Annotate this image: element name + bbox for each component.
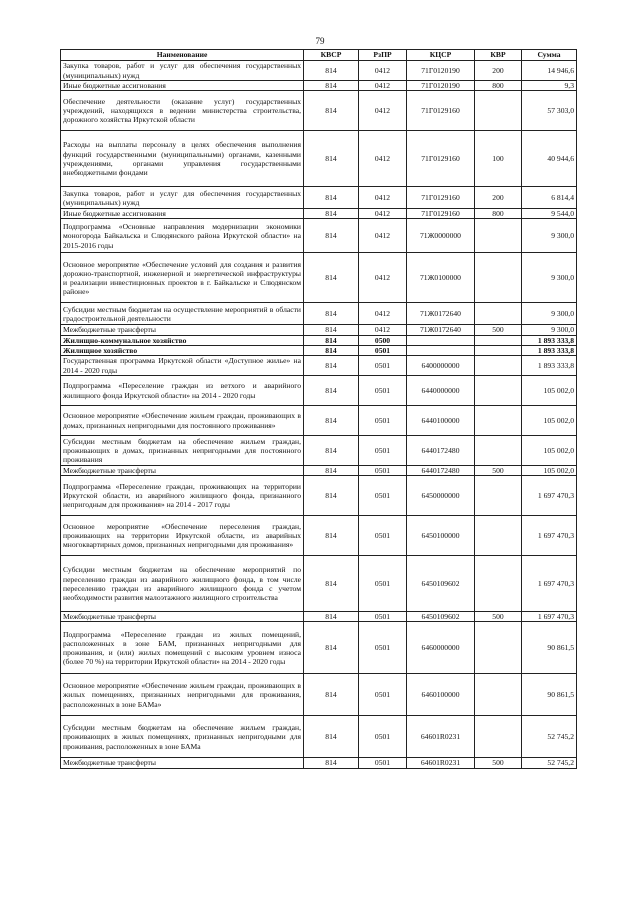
cell-sum: 90 861,5 bbox=[522, 622, 577, 674]
cell-sum: 6 814,4 bbox=[522, 187, 577, 209]
cell-rzpr: 0501 bbox=[359, 406, 407, 436]
cell-kvr bbox=[475, 335, 522, 345]
cell-kvsr: 814 bbox=[304, 376, 359, 406]
cell-sum: 105 002,0 bbox=[522, 376, 577, 406]
table-row bbox=[61, 466, 577, 476]
cell-kvsr: 814 bbox=[304, 81, 359, 91]
cell-kvr: 800 bbox=[475, 209, 522, 219]
cell-rzpr: 0501 bbox=[359, 345, 407, 355]
cell-kvr: 200 bbox=[475, 187, 522, 209]
cell-rzpr: 0501 bbox=[359, 466, 407, 476]
cell-kcsr: 64601R0231 bbox=[407, 758, 475, 768]
cell-sum: 105 002,0 bbox=[522, 436, 577, 466]
cell-name: Субсидии местным бюджетам на осуществление мероприятий в области градостроительной деятельности bbox=[61, 303, 304, 325]
cell-kcsr: 71Ж0172640 bbox=[407, 325, 475, 335]
cell-kvsr: 814 bbox=[304, 476, 359, 516]
table-row bbox=[61, 325, 577, 335]
cell-rzpr: 0412 bbox=[359, 325, 407, 335]
cell-kcsr bbox=[407, 335, 475, 345]
cell-sum: 40 944,6 bbox=[522, 131, 577, 187]
cell-kcsr: 71Г0129160 bbox=[407, 209, 475, 219]
cell-kcsr: 71Г0129160 bbox=[407, 187, 475, 209]
table-row bbox=[61, 516, 577, 556]
cell-sum: 9,3 bbox=[522, 81, 577, 91]
cell-kvsr: 814 bbox=[304, 187, 359, 209]
cell-kvr: 200 bbox=[475, 61, 522, 81]
cell-name: Подпрограмма «Переселение граждан из жилых помещений, расположенных в зоне БАМ, признанных непригодными для проживания, и (или) жилых помещений с высоким уровнем износа (более 70 %) на территории Иркутской области» на 2014 - 2020 годы bbox=[61, 622, 304, 674]
cell-kvsr: 814 bbox=[304, 253, 359, 303]
cell-rzpr: 0501 bbox=[359, 476, 407, 516]
table-row bbox=[61, 556, 577, 612]
cell-rzpr: 0412 bbox=[359, 209, 407, 219]
header-kvsr: КВСР bbox=[304, 50, 359, 61]
cell-kcsr: 6450109602 bbox=[407, 612, 475, 622]
cell-kvsr: 814 bbox=[304, 466, 359, 476]
cell-name: Межбюджетные трансферты bbox=[61, 466, 304, 476]
cell-kvsr: 814 bbox=[304, 131, 359, 187]
cell-sum: 105 002,0 bbox=[522, 406, 577, 436]
cell-kvsr: 814 bbox=[304, 209, 359, 219]
cell-kcsr bbox=[407, 345, 475, 355]
cell-name: Расходы на выплаты персоналу в целях обеспечения выполнения функций государственными (муниципальными) органами, казенными учреждениями, органами управления государственными внебюджетными фондами bbox=[61, 131, 304, 187]
cell-name: Основное мероприятие «Обеспечение переселения граждан, проживающих на территории Иркутской области, из аварийных многоквартирных домов, признанных непригодными для проживания» bbox=[61, 516, 304, 556]
cell-name: Подпрограмма «Переселение граждан из ветхого и аварийного жилищного фонда Иркутской области» на 2014 - 2020 годы bbox=[61, 376, 304, 406]
table-row bbox=[61, 612, 577, 622]
cell-kvsr: 814 bbox=[304, 612, 359, 622]
cell-rzpr: 0501 bbox=[359, 674, 407, 716]
cell-kvsr: 814 bbox=[304, 325, 359, 335]
cell-kvsr: 814 bbox=[304, 345, 359, 355]
cell-sum: 90 861,5 bbox=[522, 674, 577, 716]
cell-kvr: 500 bbox=[475, 325, 522, 335]
cell-kvr: 100 bbox=[475, 131, 522, 187]
cell-kvr bbox=[475, 556, 522, 612]
cell-kcsr: 6440000000 bbox=[407, 376, 475, 406]
header-kvr: КВР bbox=[475, 50, 522, 61]
cell-kcsr: 71Ж0100000 bbox=[407, 253, 475, 303]
cell-rzpr: 0501 bbox=[359, 622, 407, 674]
cell-kvr bbox=[475, 303, 522, 325]
cell-sum: 1 893 333,8 bbox=[522, 356, 577, 376]
table-row bbox=[61, 303, 577, 325]
cell-kcsr: 6440172480 bbox=[407, 436, 475, 466]
cell-name: Закупка товаров, работ и услуг для обеспечения государственных (муниципальных) нужд bbox=[61, 187, 304, 209]
cell-kvsr: 814 bbox=[304, 303, 359, 325]
cell-kvr bbox=[475, 622, 522, 674]
cell-sum: 9 300,0 bbox=[522, 253, 577, 303]
table-row bbox=[61, 758, 577, 768]
table-row bbox=[61, 716, 577, 758]
cell-kvsr: 814 bbox=[304, 61, 359, 81]
cell-kcsr: 71Ж0000000 bbox=[407, 219, 475, 253]
cell-sum: 9 544,0 bbox=[522, 209, 577, 219]
cell-kvsr: 814 bbox=[304, 91, 359, 131]
cell-sum: 14 946,6 bbox=[522, 61, 577, 81]
header-name: Наименование bbox=[61, 50, 304, 61]
cell-kcsr: 6460000000 bbox=[407, 622, 475, 674]
cell-rzpr: 0412 bbox=[359, 219, 407, 253]
cell-kvr: 500 bbox=[475, 758, 522, 768]
cell-kcsr: 6450109602 bbox=[407, 556, 475, 612]
cell-name: Межбюджетные трансферты bbox=[61, 612, 304, 622]
cell-kvr bbox=[475, 376, 522, 406]
table-row bbox=[61, 674, 577, 716]
cell-kvsr: 814 bbox=[304, 436, 359, 466]
header-kcsr: КЦСР bbox=[407, 50, 475, 61]
cell-sum: 1 697 470,3 bbox=[522, 476, 577, 516]
table-row bbox=[61, 131, 577, 187]
table-row bbox=[61, 406, 577, 436]
cell-name: Жилищное хозяйство bbox=[61, 345, 304, 355]
table-header-row bbox=[61, 50, 577, 61]
cell-rzpr: 0500 bbox=[359, 335, 407, 345]
cell-kvr: 800 bbox=[475, 81, 522, 91]
cell-name: Государственная программа Иркутской области «Доступное жилье» на 2014 - 2020 годы bbox=[61, 356, 304, 376]
cell-kcsr: 6440100000 bbox=[407, 406, 475, 436]
cell-kvr bbox=[475, 716, 522, 758]
cell-name: Подпрограмма «Переселение граждан, проживающих на территории Иркутской области, из аварийного жилищного фонда, признанного непригодным для проживания» на 2014 - 2017 годы bbox=[61, 476, 304, 516]
cell-rzpr: 0501 bbox=[359, 356, 407, 376]
cell-rzpr: 0501 bbox=[359, 376, 407, 406]
cell-name: Основное мероприятие «Обеспечение условий для создания и развития дорожно-транспортной, инженерной и энергетической инфраструктуры и реализации инвестиционных проектов в г. Байкальске и Слюдянском районе» bbox=[61, 253, 304, 303]
cell-sum: 52 745,2 bbox=[522, 758, 577, 768]
cell-rzpr: 0501 bbox=[359, 716, 407, 758]
cell-name: Иные бюджетные ассигнования bbox=[61, 209, 304, 219]
cell-rzpr: 0501 bbox=[359, 516, 407, 556]
cell-kvsr: 814 bbox=[304, 556, 359, 612]
cell-kvr bbox=[475, 253, 522, 303]
cell-kvsr: 814 bbox=[304, 622, 359, 674]
cell-name: Субсидии местным бюджетам на обеспечение мероприятий по переселению граждан из аварийного жилищного фонда, в том числе переселению граждан из аварийного жилищного фонда с учетом необходимости развития малоэтажного жилищного строительства bbox=[61, 556, 304, 612]
cell-name: Субсидии местным бюджетам на обеспечение жильем граждан, проживающих в жилых помещениях, признанных непригодными для проживания, расположенных в зоне БАМа bbox=[61, 716, 304, 758]
cell-kcsr: 71Г0129160 bbox=[407, 131, 475, 187]
cell-kcsr: 64601R0231 bbox=[407, 716, 475, 758]
cell-name: Основное мероприятие «Обеспечение жильем граждан, проживающих в жилых помещениях, признанных непригодными для проживания, расположенных в зоне БАМа» bbox=[61, 674, 304, 716]
cell-sum: 1 697 470,3 bbox=[522, 556, 577, 612]
cell-kcsr: 6450000000 bbox=[407, 476, 475, 516]
cell-rzpr: 0412 bbox=[359, 253, 407, 303]
table-row bbox=[61, 209, 577, 219]
cell-rzpr: 0501 bbox=[359, 556, 407, 612]
cell-kvr bbox=[475, 219, 522, 253]
cell-rzpr: 0501 bbox=[359, 612, 407, 622]
table-row bbox=[61, 376, 577, 406]
cell-kvr bbox=[475, 674, 522, 716]
cell-kvsr: 814 bbox=[304, 516, 359, 556]
cell-kcsr: 71Ж0172640 bbox=[407, 303, 475, 325]
cell-sum: 57 303,0 bbox=[522, 91, 577, 131]
table-row bbox=[61, 622, 577, 674]
cell-rzpr: 0412 bbox=[359, 187, 407, 209]
cell-rzpr: 0501 bbox=[359, 758, 407, 768]
table-row bbox=[61, 91, 577, 131]
cell-kcsr: 6460100000 bbox=[407, 674, 475, 716]
cell-kvr bbox=[475, 356, 522, 376]
cell-kvr bbox=[475, 516, 522, 556]
cell-kvsr: 814 bbox=[304, 335, 359, 345]
cell-sum: 9 300,0 bbox=[522, 219, 577, 253]
cell-name: Жилищно-коммунальное хозяйство bbox=[61, 335, 304, 345]
cell-sum: 1 697 470,3 bbox=[522, 516, 577, 556]
cell-name: Основное мероприятие «Обеспечение жильем граждан, проживающих в домах, признанных непригодными для постоянного проживания» bbox=[61, 406, 304, 436]
cell-kvr: 500 bbox=[475, 612, 522, 622]
cell-kvr bbox=[475, 436, 522, 466]
cell-kvr bbox=[475, 345, 522, 355]
cell-kvr bbox=[475, 406, 522, 436]
cell-kvsr: 814 bbox=[304, 219, 359, 253]
cell-rzpr: 0412 bbox=[359, 91, 407, 131]
cell-rzpr: 0412 bbox=[359, 61, 407, 81]
cell-kvr: 500 bbox=[475, 466, 522, 476]
table-row bbox=[61, 345, 577, 355]
cell-sum: 105 002,0 bbox=[522, 466, 577, 476]
cell-kcsr: 71Г0120190 bbox=[407, 61, 475, 81]
table-row bbox=[61, 187, 577, 209]
cell-sum: 1 893 333,8 bbox=[522, 335, 577, 345]
cell-sum: 1 893 333,8 bbox=[522, 345, 577, 355]
cell-rzpr: 0412 bbox=[359, 303, 407, 325]
cell-sum: 9 300,0 bbox=[522, 303, 577, 325]
cell-name: Межбюджетные трансферты bbox=[61, 758, 304, 768]
cell-kvsr: 814 bbox=[304, 674, 359, 716]
cell-kcsr: 6450100000 bbox=[407, 516, 475, 556]
table-row bbox=[61, 253, 577, 303]
table-row bbox=[61, 356, 577, 376]
cell-kcsr: 6400000000 bbox=[407, 356, 475, 376]
cell-kcsr: 6440172480 bbox=[407, 466, 475, 476]
table-row bbox=[61, 219, 577, 253]
cell-rzpr: 0412 bbox=[359, 131, 407, 187]
table-row bbox=[61, 436, 577, 466]
cell-name: Субсидии местным бюджетам на обеспечение жильем граждан, проживающих в домах, признанных непригодными для постоянного проживания bbox=[61, 436, 304, 466]
header-rzpr: РзПР bbox=[359, 50, 407, 61]
page-number: 79 bbox=[315, 36, 325, 46]
cell-kvr bbox=[475, 476, 522, 516]
cell-rzpr: 0412 bbox=[359, 81, 407, 91]
table-row bbox=[61, 61, 577, 81]
cell-kcsr: 71Г0120190 bbox=[407, 81, 475, 91]
cell-rzpr: 0501 bbox=[359, 436, 407, 466]
header-sum: Сумма bbox=[522, 50, 577, 61]
cell-kvsr: 814 bbox=[304, 356, 359, 376]
cell-name: Закупка товаров, работ и услуг для обеспечения государственных (муниципальных) нужд bbox=[61, 61, 304, 81]
cell-kvsr: 814 bbox=[304, 758, 359, 768]
cell-name: Подпрограмма «Основные направления модернизации экономики моногорода Байкальска и Слюдянского района Иркутской области» на 2015-2016 годы bbox=[61, 219, 304, 253]
table-row bbox=[61, 81, 577, 91]
cell-kvsr: 814 bbox=[304, 716, 359, 758]
cell-kvsr: 814 bbox=[304, 406, 359, 436]
cell-sum: 9 300,0 bbox=[522, 325, 577, 335]
budget-table bbox=[60, 49, 577, 769]
cell-sum: 52 745,2 bbox=[522, 716, 577, 758]
table-row bbox=[61, 476, 577, 516]
table-body bbox=[61, 61, 577, 769]
cell-kcsr: 71Г0129160 bbox=[407, 91, 475, 131]
cell-name: Межбюджетные трансферты bbox=[61, 325, 304, 335]
cell-sum: 1 697 470,3 bbox=[522, 612, 577, 622]
cell-name: Иные бюджетные ассигнования bbox=[61, 81, 304, 91]
cell-kvr bbox=[475, 91, 522, 131]
table-row bbox=[61, 335, 577, 345]
cell-name: Обеспечение деятельности (оказание услуг) государственных учреждений, находящихся в ведении министерства строительства, дорожного хозяйства Иркутской области bbox=[61, 91, 304, 131]
